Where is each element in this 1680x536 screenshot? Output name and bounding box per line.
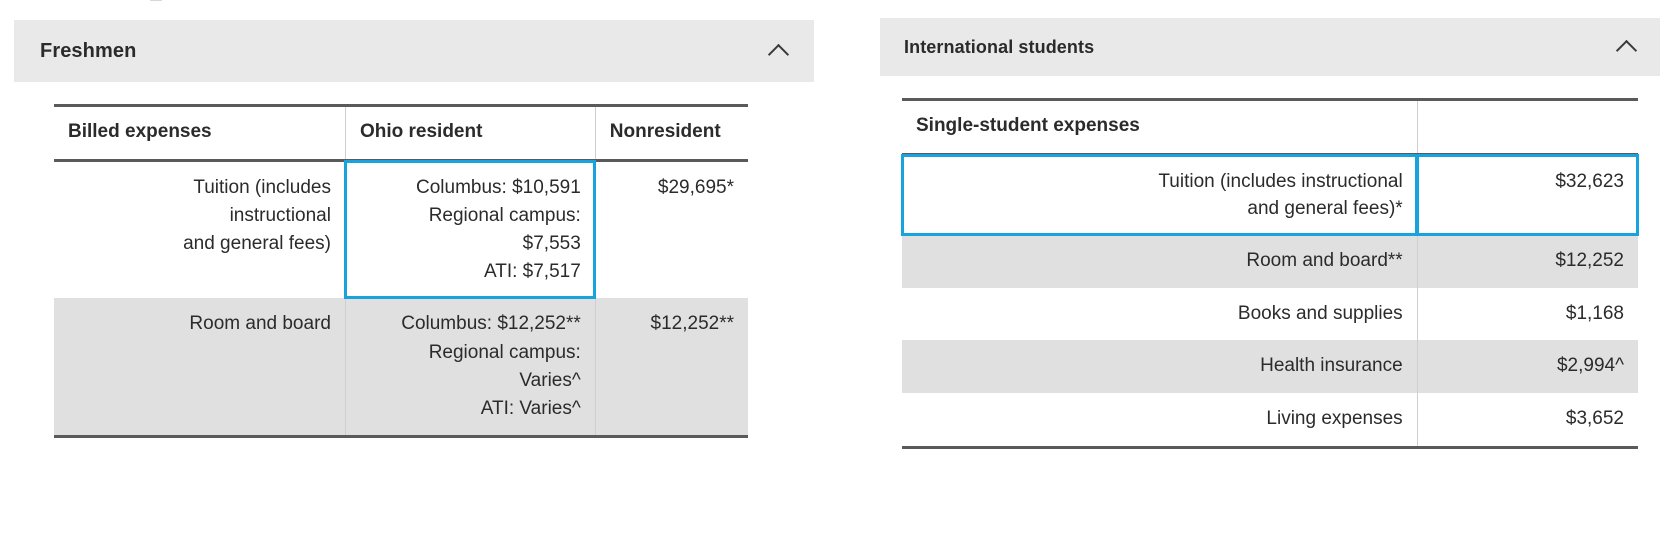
value-line: ATI: $7,517 — [483, 261, 581, 283]
cell-ohio-resident — [345, 298, 595, 436]
cell-expense-label: Health insurance — [902, 340, 1417, 393]
table-body — [54, 161, 748, 437]
freshmen-table-wrap — [14, 104, 774, 438]
value-line: Varies^ — [519, 369, 581, 391]
column-header-nonresident: Nonresident — [595, 106, 748, 161]
column-header-billed-expenses: Billed expenses — [54, 106, 345, 161]
freshmen-costs-table — [54, 104, 748, 438]
table-row — [902, 288, 1638, 341]
table-row — [902, 155, 1638, 236]
label-line: Room and board — [189, 313, 331, 335]
cell-nonresident: $12,252** — [595, 298, 748, 436]
value-line: $7,553 — [522, 233, 581, 255]
chevron-up-icon[interactable] — [768, 40, 790, 62]
cell-nonresident: $29,695* — [595, 161, 748, 299]
cell-expense-label: Books and supplies — [1237, 302, 1403, 324]
cell-amount-highlighted: $32,623 — [1417, 155, 1638, 236]
table-row — [54, 298, 748, 436]
cell-expense-label — [54, 161, 345, 299]
accordion-header-international[interactable] — [880, 18, 1660, 76]
cell-expense-label — [54, 298, 345, 436]
international-costs-table — [902, 98, 1638, 449]
table-row — [902, 393, 1638, 447]
accordion-title-international: International students — [904, 36, 1095, 57]
table-row — [902, 340, 1638, 393]
cell-amount: $3,652 — [1417, 393, 1638, 447]
value-line: ATI: Varies^ — [480, 397, 581, 419]
label-line: and general fees) — [183, 233, 331, 255]
value-line: Regional campus: — [428, 341, 581, 363]
cell-ohio-resident-highlighted — [345, 161, 595, 299]
value-line: Columbus: $10,591 — [416, 177, 581, 198]
table-header-row — [54, 106, 748, 161]
accordion-title-freshmen: Freshmen — [40, 39, 137, 62]
label-line: Tuition (includes instructional — [1158, 171, 1403, 192]
column-header-single-student-expenses: Single-student expenses — [902, 100, 1417, 155]
accordion-freshmen — [14, 0, 814, 438]
table-header-row — [902, 100, 1638, 155]
cell-expense-label: Room and board** — [902, 235, 1417, 288]
label-line: instructional — [229, 205, 331, 227]
accordion-international-students — [880, 0, 1660, 449]
table-row — [54, 161, 748, 299]
accordion-header-freshmen[interactable] — [14, 20, 814, 82]
international-table-wrap — [880, 98, 1660, 449]
chevron-up-icon[interactable] — [1616, 36, 1638, 58]
value-line: Regional campus: — [428, 205, 581, 227]
table-head — [902, 100, 1638, 155]
table-body — [902, 155, 1638, 448]
cell-expense-label-highlighted — [902, 155, 1417, 236]
cell-amount: $1,168 — [1417, 288, 1638, 341]
value-line: Columbus: $12,252** — [401, 313, 581, 335]
cell-amount: $12,252 — [1417, 235, 1638, 288]
table-head — [54, 106, 748, 161]
cell-amount: $2,994^ — [1417, 340, 1638, 393]
table-row — [902, 235, 1638, 288]
column-header-amount — [1417, 100, 1638, 155]
label-line: and general fees)* — [1247, 197, 1403, 219]
cell-expense-label: Living expenses — [902, 393, 1417, 447]
label-line: Tuition (includes — [193, 177, 331, 198]
column-header-ohio-resident: Ohio resident — [345, 106, 595, 161]
